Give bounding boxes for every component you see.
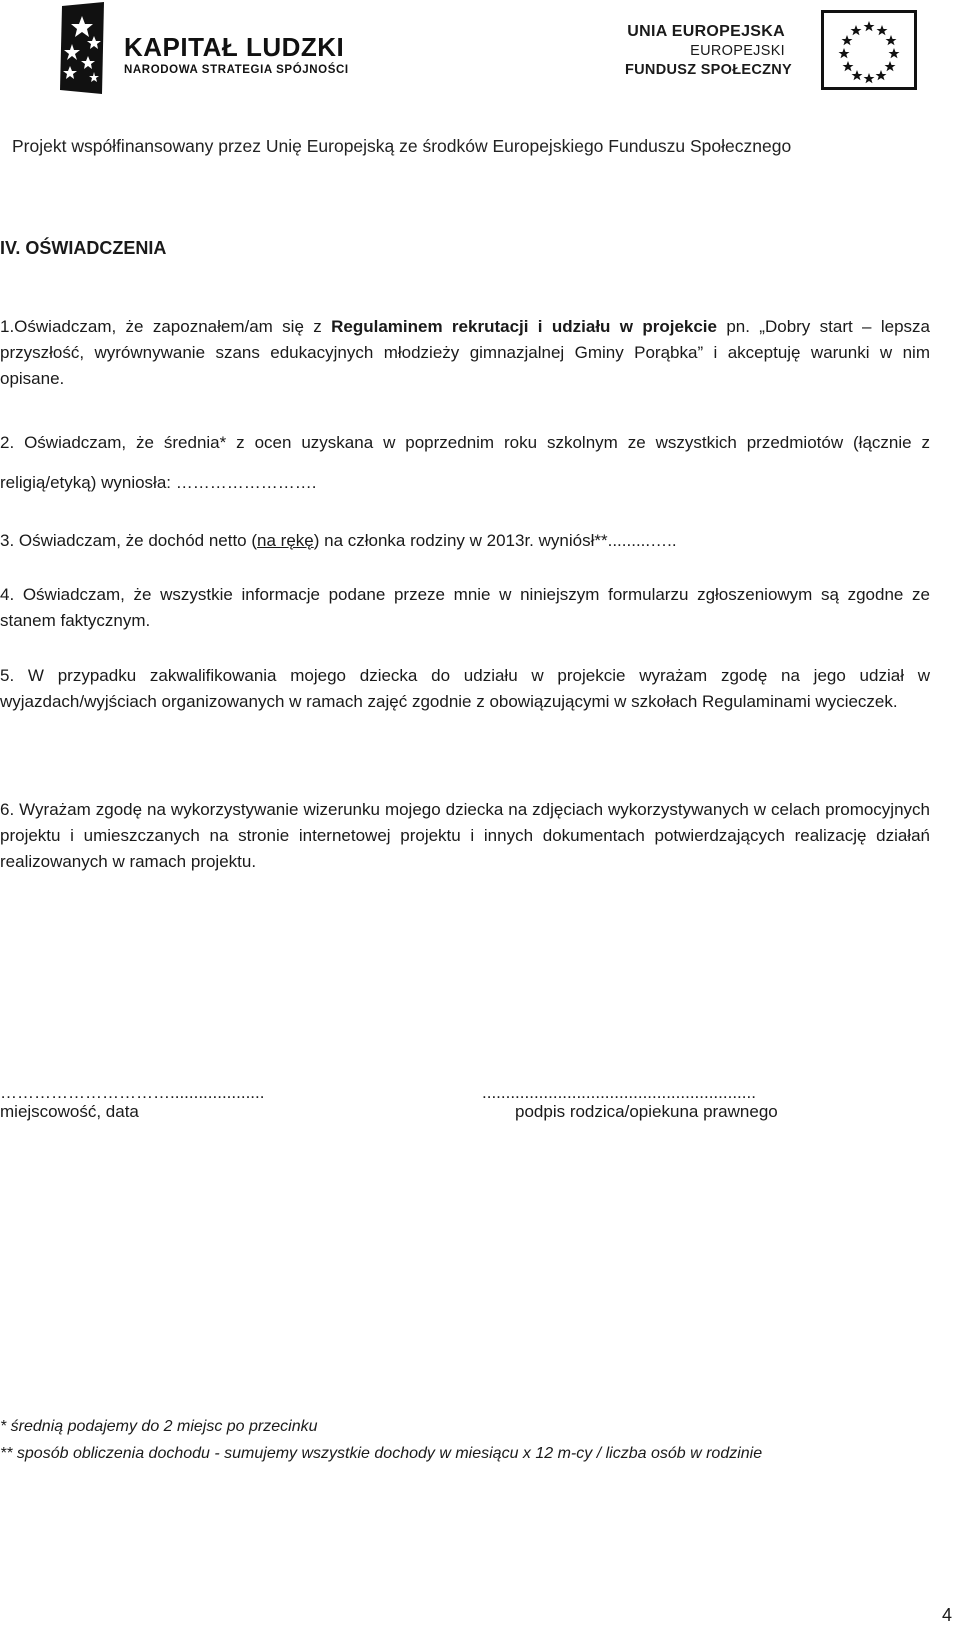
statement-1-regulation: Regulaminem rekrutacji i udziału w projekcie [331,317,717,336]
kapital-ludzki-logo [58,2,378,98]
place-date-label: miejscowość, data [0,1102,139,1121]
kapital-ludzki-title: KAPITAŁ LUDZKI [124,32,345,62]
eu-logo-text [625,22,793,80]
place-date-line: ………………………….................... [0,1083,265,1102]
statement-3-suffix: ) na członka rodziny w 2013r. wyniósł**.........….. [313,531,677,550]
statement-3-prefix: 3. Oświadczam, że dochód netto ( [0,531,258,550]
eu-line-1: UNIA EUROPEJSKA [627,23,785,40]
footnote-1: * średnią podajemy do 2 miejsc po przecinku [0,1418,318,1435]
page-number: 4 [941,1605,952,1625]
statement-3 [0,528,930,554]
statement-4: 4. Oświadczam, że wszystkie informacje podane przeze mnie w niniejszym formularzu zgłoszeniowym są zgodne ze stanem faktycznym. [0,585,930,630]
statement-3-underlined: na rękę [257,531,314,550]
statement-1 [0,314,930,392]
footnote-2: ** sposób obliczenia dochodu - sumujemy wszystkie dochody w miesiącu x 12 m-cy / liczba osób w rodzinie [0,1445,763,1462]
statement-1-prefix: 1.Oświadczam, że zapoznałem/am się z [0,317,332,336]
statement-2: 2. Oświadczam, że średnia* z ocen uzyskana w poprzednim roku szkolnym ze wszystkich przedmiotów (łącznie z religią/etyką) wyniosła: ……………………. [0,433,930,492]
kapital-ludzki-mark-icon [58,2,108,96]
eu-logo [625,8,930,94]
signature-line: .......................................................... [482,1083,756,1102]
statement-1-suffix: pn. „Dobry start – lepsza przyszłość, wyrównywanie szans edukacyjnych młodzieży gimnazjalnej Gminy Porąbka” i akceptuję warunki w nim opisane. [0,317,930,388]
section-title: IV. OŚWIADCZENIA [0,238,167,258]
kapital-ludzki-subtitle: NARODOWA STRATEGIA SPÓJNOŚCI [124,64,349,76]
eu-line-2: EUROPEJSKI [690,43,785,59]
statement-5: 5. W przypadku zakwalifikowania mojego dziecka do udziału w projekcie wyrażam zgodę na jego udział w wyjazdach/wyjściach organizowanych w ramach zajęć zgodnie z obowiązującymi w szkołach Regulaminami wycieczek. [0,666,930,711]
eu-line-3: FUNDUSZ SPOŁECZNY [625,62,793,78]
project-cofinancing-line: Projekt współfinansowany przez Unię Europejską ze środków Europejskiego Funduszu Społecznego [12,136,792,156]
statement-6: 6. Wyrażam zgodę na wykorzystywanie wizerunku mojego dziecka na zdjęciach wykorzystywanych w celach promocyjnych projektu i umieszczanych na stronie internetowej projektu i innych dokumentach potwierdzających realizację działań realizowanych w ramach projektu. [0,800,930,871]
signature-label: podpis rodzica/opiekuna prawnego [515,1102,778,1121]
eu-flag-icon [821,10,917,90]
